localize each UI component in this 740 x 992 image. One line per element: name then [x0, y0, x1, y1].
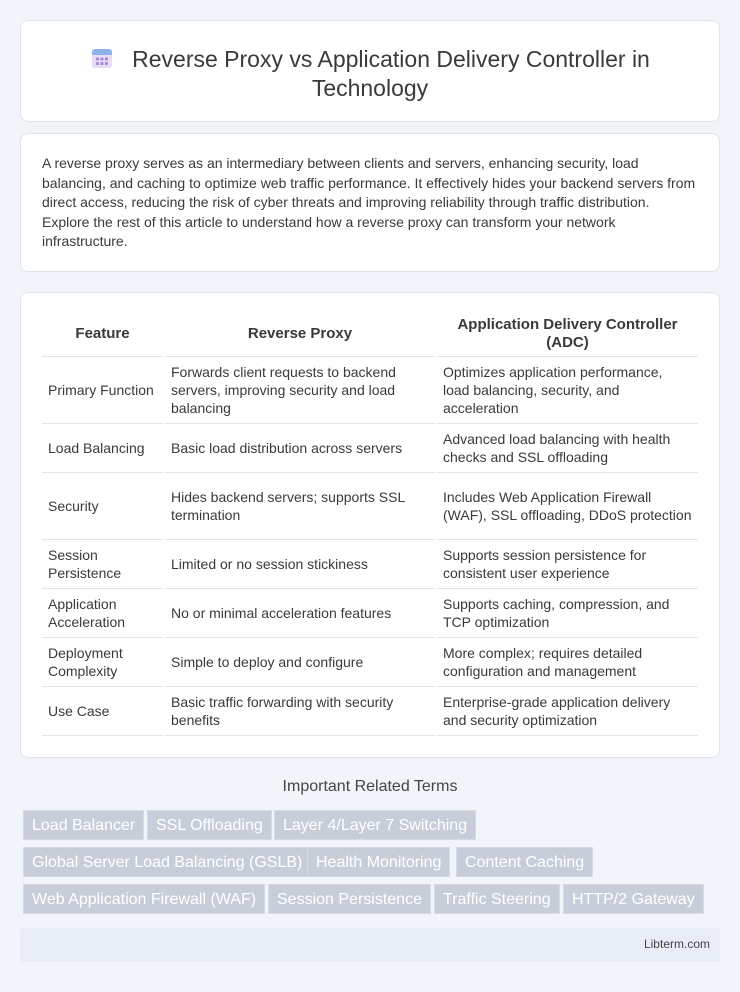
reverse-proxy-cell: Forwards client requests to backend servers, improving security and load balancing [164, 356, 436, 423]
tag-layer-switching[interactable]: Layer 4/Layer 7 Switching [274, 810, 476, 840]
tag-gslb[interactable]: Global Server Load Balancing (GSLB) [23, 847, 311, 877]
reverse-proxy-cell: Limited or no session stickiness [164, 539, 436, 588]
intro-card [20, 133, 720, 272]
adc-cell: Advanced load balancing with health checks and SSL offloading [436, 423, 698, 472]
reverse-proxy-cell: No or minimal acceleration features [164, 588, 436, 637]
reverse-proxy-cell: Hides backend servers; supports SSL termination [164, 472, 436, 539]
footer-site-link[interactable]: Libterm.com [643, 937, 710, 951]
tag-traffic-steering[interactable]: Traffic Steering [434, 884, 560, 914]
footer [20, 928, 720, 962]
comparison-table [42, 313, 698, 736]
feature-cell: Primary Function [42, 356, 164, 423]
title-line-1: Reverse Proxy vs Application Delivery Controller in [132, 46, 650, 72]
adc-cell: Supports caching, compression, and TCP optimization [436, 588, 698, 637]
title-card [20, 20, 720, 122]
tag-health-monitoring[interactable]: Health Monitoring [307, 847, 450, 877]
feature-cell: Use Case [42, 686, 164, 735]
adc-cell: Enterprise-grade application delivery and security optimization [436, 686, 698, 735]
feature-cell: Security [42, 472, 164, 539]
feature-cell: Application Acceleration [42, 588, 164, 637]
feature-cell: Session Persistence [42, 539, 164, 588]
comparison-card [20, 292, 720, 758]
tag-session-persistence[interactable]: Session Persistence [268, 884, 431, 914]
feature-cell: Deployment Complexity [42, 637, 164, 686]
tag-http2-gateway[interactable]: HTTP/2 Gateway [563, 884, 704, 914]
reverse-proxy-cell: Basic traffic forwarding with security benefits [164, 686, 436, 735]
table-row [42, 637, 698, 686]
table-row [42, 472, 698, 539]
table-row [42, 423, 698, 472]
adc-cell: Optimizes application performance, load balancing, security, and acceleration [436, 356, 698, 423]
header-reverse-proxy: Reverse Proxy [164, 313, 436, 356]
header-adc: Application Delivery Controller (ADC) [436, 313, 698, 356]
header-feature: Feature [42, 313, 164, 356]
table-row [42, 686, 698, 735]
tag-content-caching[interactable]: Content Caching [456, 847, 593, 877]
tag-load-balancer[interactable]: Load Balancer [23, 810, 144, 840]
table-row [42, 588, 698, 637]
tag-ssl-offloading[interactable]: SSL Offloading [147, 810, 272, 840]
page-title [21, 45, 719, 103]
tag-waf[interactable]: Web Application Firewall (WAF) [23, 884, 265, 914]
adc-cell: Supports session persistence for consistent user experience [436, 539, 698, 588]
table-row [42, 356, 698, 423]
table-header-row [42, 313, 698, 356]
reverse-proxy-cell: Basic load distribution across servers [164, 423, 436, 472]
reverse-proxy-cell: Simple to deploy and configure [164, 637, 436, 686]
adc-cell: More complex; requires detailed configuration and management [436, 637, 698, 686]
adc-cell: Includes Web Application Firewall (WAF), SSL offloading, DDoS protection [436, 472, 698, 539]
calendar-icon [90, 46, 114, 70]
related-terms-heading: Important Related Terms [282, 778, 458, 795]
table-row [42, 539, 698, 588]
intro-paragraph: A reverse proxy serves as an intermediary between clients and servers, enhancing security, load balancing, and caching to optimize web traffic performance. It effectively hides your backend servers from direct access, reducing the risk of cyber threats and improving reliability through traffic distribution. Explore the rest of this article to understand how a reverse proxy can transform your network infrastructure. [42, 155, 696, 249]
feature-cell: Load Balancing [42, 423, 164, 472]
title-line-2: Technology [311, 75, 429, 101]
